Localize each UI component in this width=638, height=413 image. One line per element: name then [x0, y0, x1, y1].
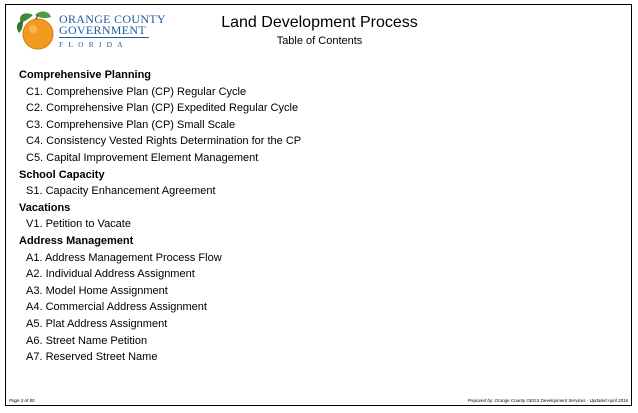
logo-line-orange-county: ORANGE COUNTY	[59, 12, 166, 26]
page-subtitle: Table of Contents	[276, 35, 363, 47]
toc-link-a6[interactable]: A6. Street Name Petition	[26, 334, 148, 347]
toc-section	[19, 233, 619, 366]
toc-link-a5[interactable]: A5. Plat Address Assignment	[26, 317, 168, 330]
toc-link-a1[interactable]: A1. Address Management Process Flow	[26, 251, 222, 264]
logo-line-florida: FLORIDA	[59, 40, 128, 49]
toc-section	[19, 200, 619, 233]
toc-link-a4[interactable]: A4. Commercial Address Assignment	[26, 301, 207, 314]
toc-link-c3[interactable]: C3. Comprehensive Plan (CP) Small Scale	[26, 118, 236, 131]
toc-link-v1[interactable]: V1. Petition to Vacate	[26, 218, 131, 231]
document-page	[5, 4, 632, 406]
toc-link-a2[interactable]: A2. Individual Address Assignment	[26, 268, 195, 281]
toc-section	[19, 167, 619, 200]
toc-link-c2[interactable]: C2. Comprehensive Plan (CP) Expedited Regular Cycle	[26, 102, 299, 115]
logo-line-government: GOVERNMENT	[59, 25, 149, 38]
page-number: Page 3 of 80	[9, 398, 35, 403]
section-heading-comprehensive-planning: Comprehensive Planning	[19, 69, 152, 81]
section-heading-school-capacity: School Capacity	[19, 168, 105, 181]
toc-link-c5[interactable]: C5. Capital Improvement Element Management	[26, 151, 259, 164]
section-heading-vacations: Vacations	[19, 201, 71, 214]
toc-section	[19, 67, 619, 167]
toc-link-s1[interactable]: S1. Capacity Enhancement Agreement	[26, 185, 216, 198]
toc-link-a7[interactable]: A7. Reserved Street Name	[26, 351, 158, 364]
toc-link-a3[interactable]: A3. Model Home Assignment	[26, 284, 168, 297]
section-heading-address-management: Address Management	[19, 234, 134, 247]
toc-link-c4[interactable]: C4. Consistency Vested Rights Determination for the CP	[26, 135, 302, 148]
page-title: Land Development Process	[221, 14, 418, 31]
prepared-by-note: Prepared by: Orange County OEGS Development Services - Updated April 2016	[467, 398, 628, 403]
toc-link-c1[interactable]: C1. Comprehensive Plan (CP) Regular Cycle	[26, 85, 247, 98]
table-of-contents	[19, 67, 619, 366]
